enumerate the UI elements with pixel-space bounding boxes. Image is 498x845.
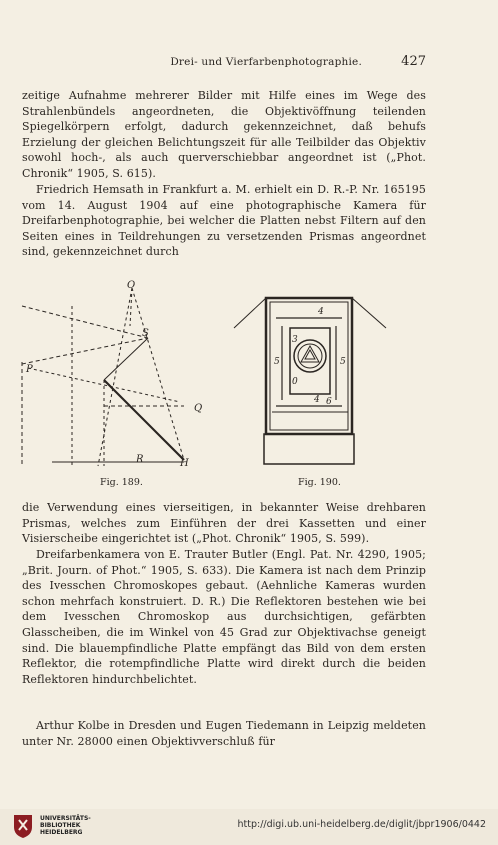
paragraph-4	[22, 547, 426, 687]
running-header	[22, 56, 426, 70]
paragraph-1-text: zeitige Aufnahme mehrerer Bilder mit Hilfe eines im Wege des Strahlenbündels angeordneten, die Objektivöffnung teilenden Spiegelkörpern erfolgt, dadurch gekennzeichnet, daß behufs Erzielung der gleichen Belichtungszeit für alle Teilbilder das Objektiv sowohl hoch-, als auch querverschiebbar angeordnet ist („Phot. Chronik“ 1905, S. 615).	[22, 89, 426, 180]
university-line-3: HEIDELBERG	[40, 829, 83, 836]
paragraph-1	[22, 88, 426, 182]
paragraph-2	[22, 182, 426, 260]
paragraph-3-text: die Verwendung eines vierseitigen, in bekannter Weise drehbaren Prismas, welches zum Einführen der drei Kassetten und einer Visierscheibe eingerichtet ist („Phot. Chronik“ 1905, S. 599).	[22, 501, 426, 546]
label-4-bottom: 4	[314, 395, 320, 405]
paragraph-5-text: Arthur Kolbe in Dresden und Eugen Tiedemann in Leipzig meldeten unter Nr. 28000 einen Objektivverschluß für	[22, 719, 426, 748]
label-6: 6	[326, 397, 332, 407]
label-r: R	[136, 454, 144, 465]
figure-190-drawing	[232, 272, 388, 474]
figure-189-drawing	[20, 276, 220, 472]
label-p: P	[26, 364, 33, 375]
label-4-top: 4	[318, 307, 324, 317]
paragraph-3	[22, 500, 426, 547]
paragraph-5	[22, 718, 426, 749]
university-name	[40, 815, 91, 836]
label-5-left: 5	[274, 357, 280, 367]
source-url-link[interactable]: http://digi.ub.uni-heidelberg.de/diglit/jbpr1906/0442	[237, 819, 486, 830]
page-number: 427	[401, 54, 426, 69]
university-seal-icon	[10, 813, 36, 839]
figure-190-caption: Fig. 190.	[298, 477, 341, 488]
label-5-right: 5	[340, 357, 346, 367]
university-line-1: UNIVERSITÄTS-	[40, 815, 91, 822]
label-q: Q	[194, 403, 203, 414]
paragraph-2-text: Friedrich Hemsath in Frankfurt a. M. erhielt ein D. R.-P. Nr. 165195 vom 14. August 1904 auf eine photographische Kamera für Dreifarbenphotographie, bei welcher die Platten nebst Filtern auf den Seiten eines in Teildrehungen zu versetzenden Prismas angeordnet sind, gekennzeichnet durch	[22, 183, 426, 259]
label-0: 0	[292, 377, 298, 387]
footer-bar	[0, 809, 498, 845]
label-h: H	[180, 458, 189, 469]
university-line-2: BIBLIOTHEK	[40, 822, 81, 829]
label-3: 3	[292, 335, 298, 345]
label-o: O	[127, 280, 136, 291]
running-title: Drei- und Vierfarbenphotographie.	[170, 56, 362, 68]
figure-189-caption: Fig. 189.	[100, 477, 143, 488]
label-s: S	[142, 328, 149, 339]
paragraph-4-text: Dreifarbenkamera von E. Trauter Butler (Engl. Pat. Nr. 4290, 1905; „Brit. Journ. of Phot.“ 1905, S. 633). Die Kamera ist nach dem Prinzip des Ivesschen Chromoskopes gebaut. (Aehnliche Kameras wurden schon mehrfach konstruiert. D. R.) Die Reflektoren bestehen wie bei dem Ivesschen Chromoskop aus durchsichtigen, gefärbten Glasscheiben, die im Winkel von 45 Grad zur Objektivachse geneigt sind. Die blauempfindliche Platte empfängt das Bild von dem ersten Reflektor, die rotempfindliche Platte wird direkt durch die beiden Reflektoren hindurchbelichtet.	[22, 548, 426, 686]
